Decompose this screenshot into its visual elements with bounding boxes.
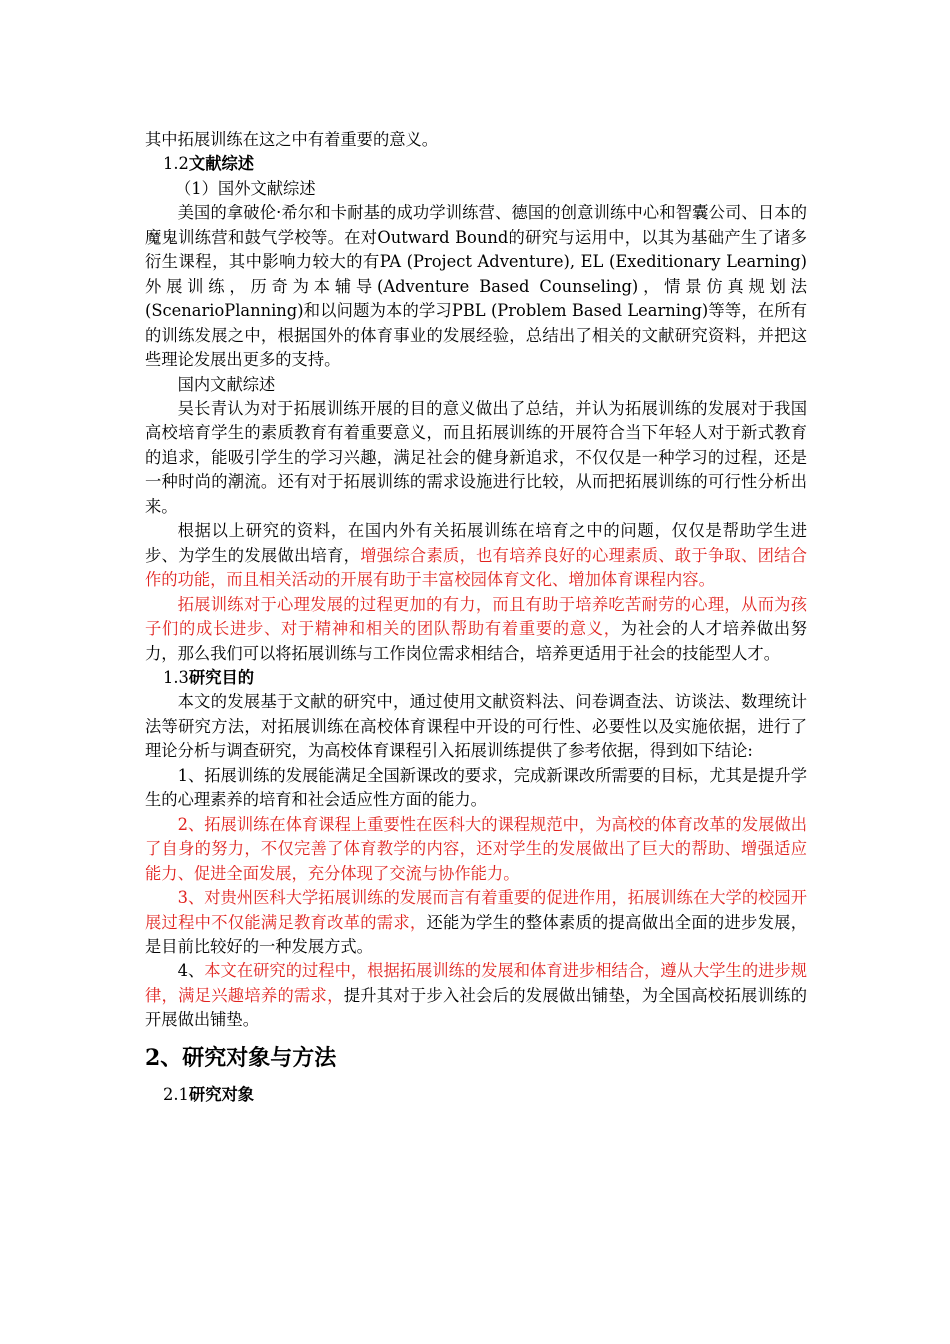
subheading-domestic-review: 国内文献综述 [177, 374, 276, 394]
psychology-text: 为社会的人才培养做出努力，那么我们可以将拓展训练与工作岗位需求相结合，培养更适用于社会的技能型人才。 [145, 619, 807, 663]
summary-highlight: 增强综合素质，也有培养良好的心理素质、敢于争取、团结合作的功能，而且相关活动的开展有助于丰富校园体育文化、增加体育课程内容。 [145, 545, 807, 590]
intro-paragraph: 其中拓展训练在这之中有着重要的意义。 [145, 130, 439, 149]
conclusion-3-text: 还能为学生的整体素质的提高做出全面的进步发展，是目前比较好的一种发展方式。 [145, 912, 807, 956]
paragraph-psychology [145, 593, 807, 666]
psychology-highlight: 拓展训练对于心理发展的过程更加的有力，而且有助于培养吃苦耐劳的心理，从而为孩子们的成长进步、对于精神和相关的团队帮助有着重要的意义， [145, 594, 807, 639]
paragraph-purpose: 本文的发展基于文献的研究中，通过使用文献资料法、问卷调查法、访谈法、数理统计法等研究方法，对拓展训练在高校体育课程中开设的可行性、必要性以及实施依据，进行了理论分析与调查研究，为高校体育课程引入拓展训练提供了参考依据，得到如下结论: [145, 692, 807, 761]
paragraph-domestic-review: 吴长青认为对于拓展训练开展的目的意义做出了总结，并认为拓展训练的发展对于我国高校培育学生的素质教育有着重要意义，而且拓展训练的开展符合当下年轻人对于新式教育的追求，能吸引学生的学习兴趣，满足社会的健身新追求，不仅仅是一种学习的过程，还是一种时尚的潮流。还有对于拓展训练的需求设施进行比较，从而把拓展训练的可行性分析出来。 [145, 398, 807, 516]
section-title: 研究对象 [188, 1084, 255, 1104]
conclusion-4-text: 提升其对于步入社会后的发展做出铺垫，为全国高校拓展训练的开展做出铺垫。 [145, 985, 807, 1030]
conclusion-item-4 [145, 959, 807, 1032]
section-heading-1-2 [163, 152, 807, 176]
conclusion-item-1: 1、拓展训练的发展能满足全国新课改的要求，完成新课改所需要的目标，尤其是提升学生的心理素养的培育和社会适应性方面的能力。 [145, 765, 807, 810]
paragraph-summary [145, 519, 807, 592]
conclusion-4-highlight: 本文在研究的过程中，根据拓展训练的发展和体育进步相结合，遵从大学生的进步规律，满足兴趣培养的需求， [145, 961, 808, 1005]
section-title: 文献综述 [188, 154, 255, 174]
section-heading-2-1 [163, 1083, 807, 1107]
document-page [145, 128, 807, 1107]
section-title: 研究目的 [188, 667, 255, 687]
conclusion-3-highlight: 3、对贵州医科大学拓展训练的发展而言有着重要的促进作用，拓展训练在大学的校园开展过程中不仅能满足教育改革的需求， [145, 888, 807, 932]
conclusion-item-3 [145, 886, 807, 959]
section-heading-1-3 [163, 666, 807, 690]
section-number: 1.3 [163, 667, 189, 687]
conclusion-item-2: 2、拓展训练在体育课程上重要性在医科大的课程规范中，为高校的体育改革的发展做出了自身的努力，不仅完善了体育教学的内容，还对学生的发展做出了巨大的帮助、增强适应能力、促进全面发展，充分体现了交流与协作能力。 [145, 814, 807, 883]
summary-text: 根据以上研究的资料，在国内外有关拓展训练在培育之中的问题，仅仅是帮助学生进步、为学生的发展做出培育， [145, 521, 807, 565]
section-number: 1.2 [163, 154, 189, 174]
subheading-foreign-review: （1）国外文献综述 [175, 178, 316, 198]
conclusion-4-prefix: 4、 [177, 961, 205, 981]
paragraph-foreign-review: 美国的拿破伦·希尔和卡耐基的成功学训练营、德国的创意训练中心和智囊公司、日本的魔鬼训练营和鼓气学校等。在对Outward Bound的研究与运用中，以其为基础产生了诸多衍生课程，其中影响力较大的有PA (Project Adventure), EL (Exeditionary Learning)外展训练，历奇为本辅导(Adventure Based Counseling)，情景仿真规划法(ScenarioPlanning)和以问题为本的学习PBL (Problem Based Learning)等等，在所有的训练发展之中，根据国外的体育事业的发展经验，总结出了相关的文献研究资料，并把这些理论发展出更多的支持。 [145, 203, 807, 370]
chapter-heading-2: 2、研究对象与方法 [145, 1044, 337, 1071]
section-number: 2.1 [163, 1084, 189, 1104]
